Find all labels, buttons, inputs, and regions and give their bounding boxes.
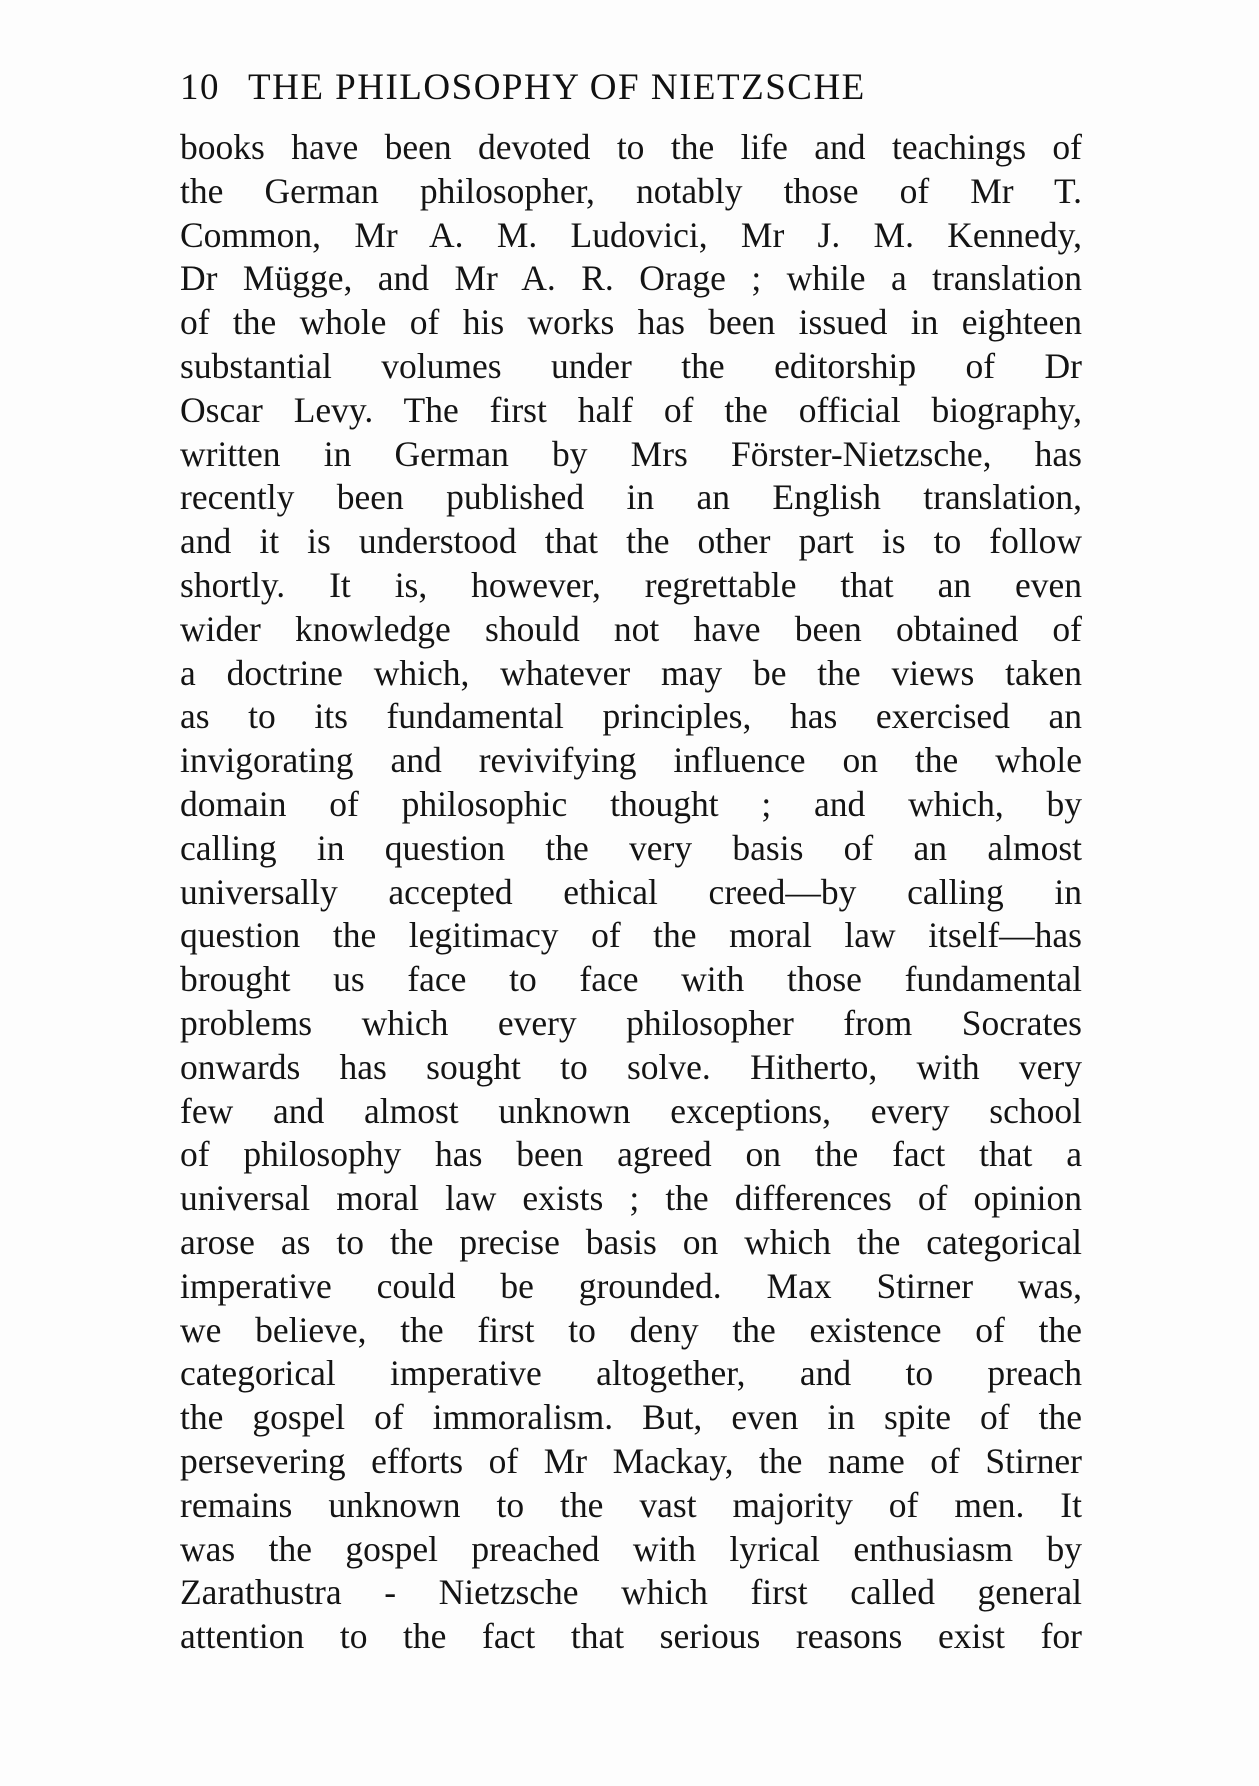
text-line: Zarathustra - Nietzsche which first called general xyxy=(180,1572,1082,1613)
body-text xyxy=(180,126,1082,1659)
text-line: question the legitimacy of the moral law itself—has xyxy=(180,915,1082,956)
text-line: recently been published in an English translation, xyxy=(180,477,1082,518)
text-line: remains unknown to the vast majority of men. It xyxy=(180,1484,1082,1525)
text-line: of the whole of his works has been issued in eighteen xyxy=(180,302,1082,343)
text-line: as to its fundamental principles, has exercised an xyxy=(180,696,1082,737)
text-line: arose as to the precise basis on which the categorical xyxy=(180,1221,1082,1262)
running-title: THE PHILOSOPHY OF NIETZSCHE xyxy=(248,67,866,108)
text-line: substantial volumes under the editorship of Dr xyxy=(180,345,1082,386)
text-line: universally accepted ethical creed—by calling in xyxy=(180,871,1082,912)
text-line: onwards has sought to solve. Hitherto, with very xyxy=(180,1046,1082,1087)
page-number: 10 xyxy=(180,67,220,108)
text-line: calling in question the very basis of an almost xyxy=(180,827,1082,868)
text-line: Dr Mügge, and Mr A. R. Orage ; while a translation xyxy=(180,258,1082,299)
text-line: categorical imperative altogether, and to preach xyxy=(180,1353,1082,1394)
text-line: attention to the fact that serious reasons exist for xyxy=(180,1616,1082,1657)
text-line: a doctrine which, whatever may be the views taken xyxy=(180,652,1082,693)
text-line: brought us face to face with those fundamental xyxy=(180,959,1082,1000)
text-line: problems which every philosopher from Socrates xyxy=(180,1002,1082,1043)
text-line: written in German by Mrs Förster-Nietzsche, has xyxy=(180,433,1082,474)
text-line: imperative could be grounded. Max Stirner was, xyxy=(180,1265,1082,1306)
text-line: of philosophy has been agreed on the fact that a xyxy=(180,1134,1082,1175)
text-line: Common, Mr A. M. Ludovici, Mr J. M. Kennedy, xyxy=(180,214,1082,255)
text-line: was the gospel preached with lyrical enthusiasm by xyxy=(180,1528,1082,1569)
text-line: invigorating and revivifying influence on the whole xyxy=(180,740,1082,781)
text-line: universal moral law exists ; the differences of opinion xyxy=(180,1178,1082,1219)
text-line: we believe, the first to deny the existence of the xyxy=(180,1309,1082,1350)
text-line: books have been devoted to the life and teachings of xyxy=(180,127,1082,167)
text-line: wider knowledge should not have been obtained of xyxy=(180,608,1082,649)
text-line: few and almost unknown exceptions, every school xyxy=(180,1090,1082,1131)
text-line: persevering efforts of Mr Mackay, the name of Stirner xyxy=(180,1440,1082,1481)
text-line: the gospel of immoralism. But, even in spite of the xyxy=(180,1397,1082,1438)
text-line: shortly. It is, however, regrettable that an even xyxy=(180,564,1082,605)
running-header xyxy=(180,62,1080,114)
text-line: and it is understood that the other part is to follow xyxy=(180,521,1082,562)
text-line: Oscar Levy. The first half of the official biography, xyxy=(180,389,1082,430)
text-line: the German philosopher, notably those of Mr T. xyxy=(180,170,1082,211)
text-line: domain of philosophic thought ; and which, by xyxy=(180,783,1082,824)
